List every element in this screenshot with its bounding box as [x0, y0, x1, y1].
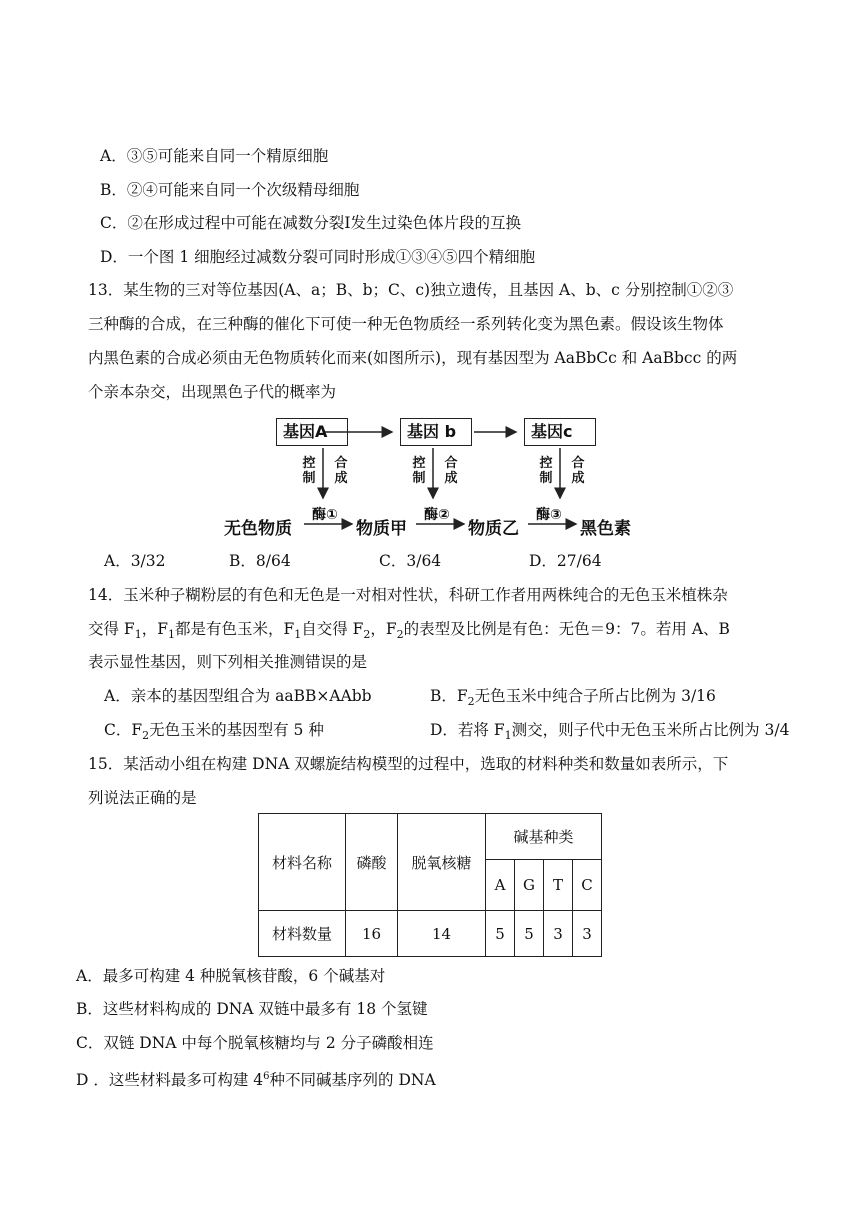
pathway-diagram	[220, 412, 650, 547]
gene-a-box: 基因A	[276, 418, 348, 446]
header-material-name: 材料名称	[259, 814, 346, 911]
q14-stem-line3: 表示显性基因，则下列相关推测错误的是	[88, 653, 368, 671]
q13-stem-line1: 13．某生物的三对等位基因(A、a；B、b；C、c)独立遗传，且基因 A、b、c 分别控制①②③	[88, 281, 734, 299]
q15-option-b: B．这些材料构成的 DNA 双链中最多有 18 个氢键	[76, 1000, 428, 1018]
base-c-count: 3	[573, 911, 602, 957]
q13-option-d: D．27/64	[529, 552, 602, 570]
control-label-1: 控制	[302, 456, 316, 486]
synth-label-2: 合成	[444, 456, 458, 486]
q13-option-a: A．3/32	[104, 552, 166, 570]
header-deoxyribose: 脱氧核糖	[398, 814, 486, 911]
phosphate-count: 16	[346, 911, 398, 957]
enzyme-3-label: 酶③	[536, 507, 562, 523]
gene-b-box: 基因 b	[400, 418, 472, 446]
row-label-quantity: 材料数量	[259, 911, 346, 957]
synth-label-3: 合成	[571, 456, 585, 486]
substance-melanin: 黑色素	[580, 519, 631, 539]
q13-option-b: B．8/64	[229, 552, 291, 570]
base-header-a: A	[486, 860, 515, 911]
q14-option-c: C．$F_2$无色玉米的基因型有 5 种	[104, 721, 324, 743]
q15-option-c: C．双链 DNA 中每个脱氧核糖均与 2 分子磷酸相连	[76, 1034, 434, 1052]
header-base-types: 碱基种类	[486, 814, 602, 860]
q12-option-a: A．③⑤可能来自同一个精原细胞	[100, 147, 329, 165]
control-label-2: 控制	[412, 456, 426, 486]
enzyme-2-label: 酶②	[424, 507, 450, 523]
header-phosphate: 磷酸	[346, 814, 398, 911]
gene-c-box: 基因c	[524, 418, 596, 446]
base-header-t: T	[544, 860, 573, 911]
materials-table	[258, 813, 602, 957]
q14-option-b: B．$F_2$无色玉米中纯合子所占比例为 3/16	[430, 687, 716, 709]
q12-option-b: B．②④可能来自同一个次级精母细胞	[100, 181, 360, 199]
q12-option-d: D．一个图 1 细胞经过减数分裂可同时形成①③④⑤四个精细胞	[100, 248, 536, 266]
control-label-3: 控制	[539, 456, 553, 486]
base-a-count: 5	[486, 911, 515, 957]
q14-option-d: D．若将 $F_1$测交，则子代中无色玉米所占比例为 3/4	[430, 721, 790, 743]
substance-jia: 物质甲	[356, 519, 407, 539]
base-header-g: G	[515, 860, 544, 911]
base-header-c: C	[573, 860, 602, 911]
substance-yi: 物质乙	[468, 519, 519, 539]
q15-option-d: D ．这些材料最多可构建 $4^6$种不同碱基序列的 DNA	[76, 1071, 436, 1090]
q14-option-a: A．亲本的基因型组合为 aaBB×AAbb	[104, 687, 372, 705]
q15-option-a: A．最多可构建 4 种脱氧核苷酸，6 个碱基对	[76, 967, 386, 985]
q15-stem-line2: 列说法正确的是	[88, 789, 197, 807]
enzyme-1-label: 酶①	[312, 507, 338, 523]
q13-option-c: C．3/64	[379, 552, 442, 570]
synth-label-1: 合成	[334, 456, 348, 486]
base-g-count: 5	[515, 911, 544, 957]
deoxyribose-count: 14	[398, 911, 486, 957]
q13-options	[0, 551, 860, 571]
base-t-count: 3	[544, 911, 573, 957]
q14-stem-line1: 14．玉米种子糊粉层的有色和无色是一对相对性状，科研工作者用两株纯合的无色玉米植株杂	[88, 586, 728, 604]
q15-stem-line1: 15．某活动小组在构建 DNA 双螺旋结构模型的过程中，选取的材料种类和数量如表所示，下	[88, 755, 729, 773]
q13-stem-line3: 内黑色素的合成必须由无色物质转化而来(如图所示)，现有基因型为 AaBbCc 和 AaBbcc 的两	[88, 349, 738, 367]
q14-stem-line2: 交得 $F_1$，$F_1$都是有色玉米，$F_1$自交得 $F_2$，$F_2$的表型及比例是有色：无色＝9：7。若用 A、B	[88, 620, 730, 642]
q13-stem-line2: 三种酶的合成，在三种酶的催化下可使一种无色物质经一系列转化变为黑色素。假设该生物体	[88, 315, 724, 333]
q12-option-c: C．②在形成过程中可能在减数分裂Ⅰ发生过染色体片段的互换	[100, 214, 521, 232]
substance-colorless: 无色物质	[224, 519, 292, 539]
q13-stem-line4: 个亲本杂交，出现黑色子代的概率为	[88, 383, 337, 401]
